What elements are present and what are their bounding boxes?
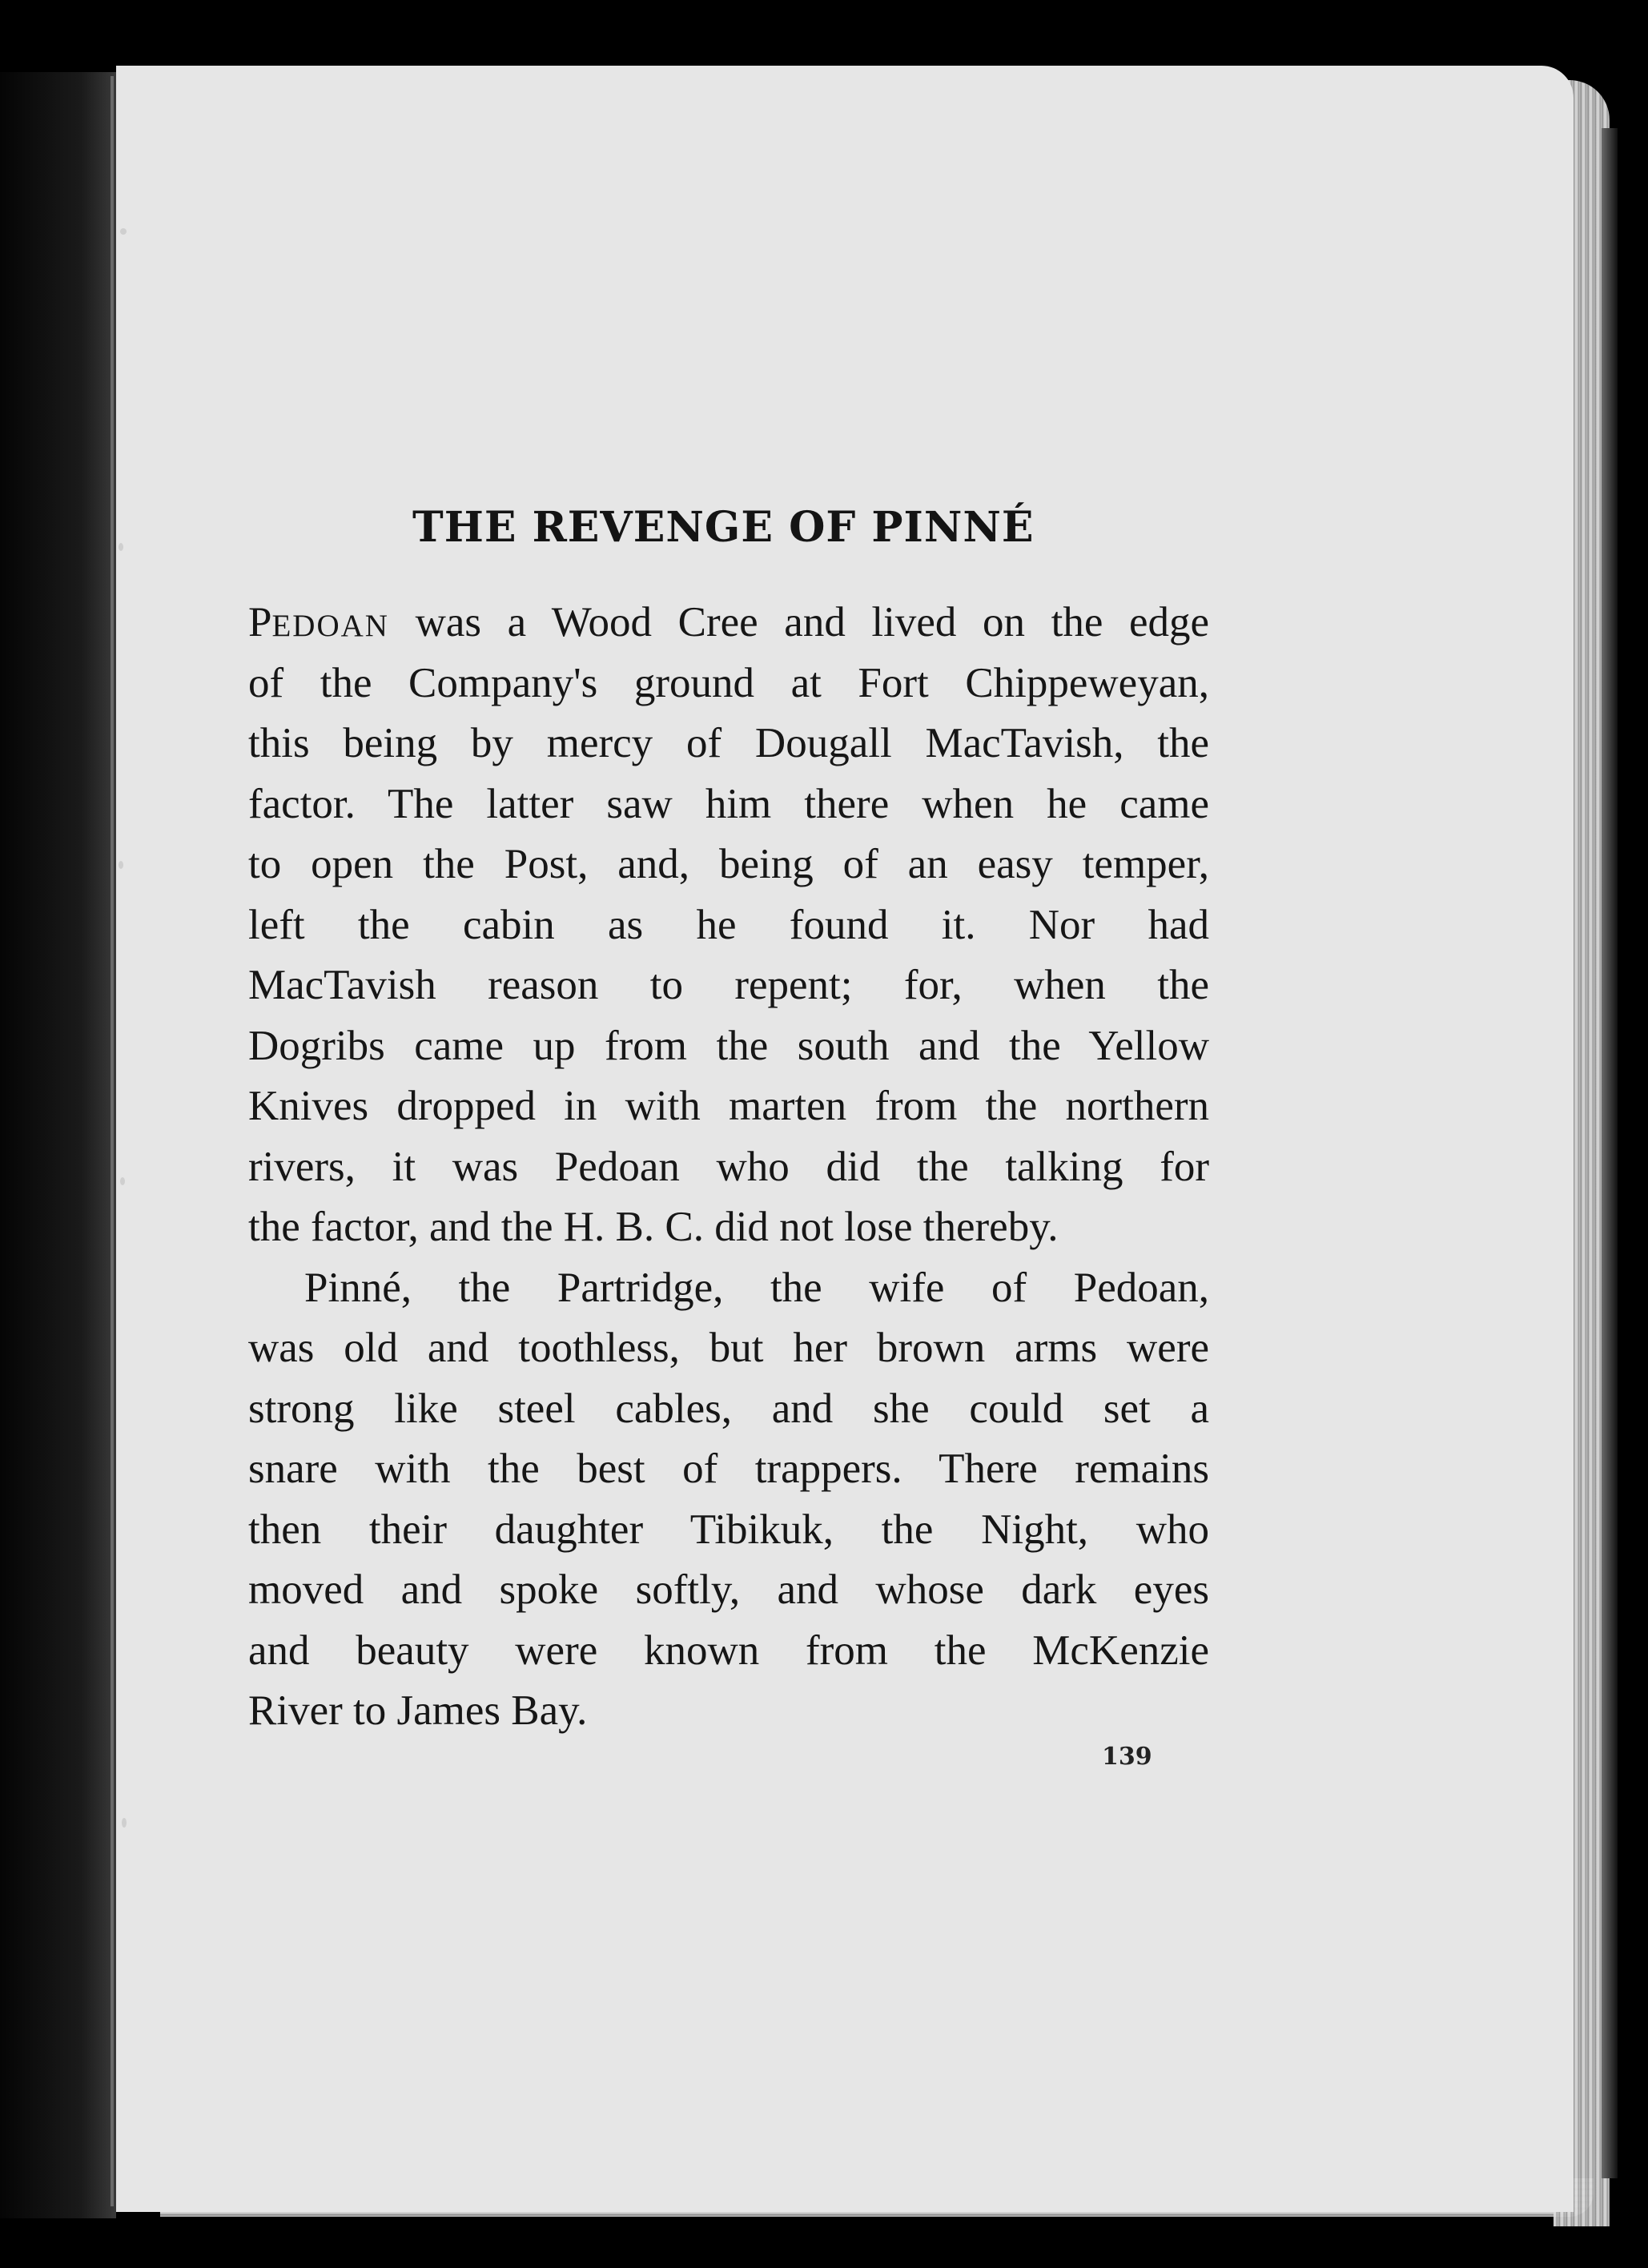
text-line: then their daughter Tibikuk, the Night, who — [248, 1506, 1209, 1553]
scan-speck — [119, 861, 123, 869]
body-text — [248, 593, 1209, 1742]
text-line: moved and spoke softly, and whose dark eyes — [248, 1566, 1209, 1613]
text-line: this being by mercy of Dougall MacTavish, the — [248, 720, 1209, 766]
scan-speck — [120, 228, 127, 235]
text-line: left the cabin as he found it. Nor had — [248, 901, 1209, 948]
text-line — [248, 593, 1209, 653]
fore-edge-shadow — [1602, 128, 1618, 2178]
scan-speck — [122, 1818, 127, 1828]
text-line: snare with the best of trappers. There remains — [248, 1446, 1209, 1492]
scan-speck — [119, 543, 123, 551]
text-line: to open the Post, and, being of an easy temper, — [248, 841, 1209, 887]
small-caps-rest: EDOAN — [271, 609, 389, 643]
text-line: factor. The latter saw him there when he came — [248, 780, 1209, 827]
text-line: MacTavish reason to repent; for, when the — [248, 962, 1209, 1008]
text-line: River to James Bay. — [248, 1687, 588, 1734]
text-line: of the Company's ground at Fort Chippeweyan, — [248, 659, 1209, 706]
first-line-rest: was a Wood Cree and lived on the edge — [415, 599, 1209, 645]
page-number: 139 — [1102, 1743, 1152, 1771]
text-line: Dogribs came up from the south and the Yellow — [248, 1022, 1209, 1069]
text-line: and beauty were known from the McKenzie — [248, 1627, 1209, 1674]
chapter-title: THE REVENGE OF PINNÉ — [412, 503, 1035, 552]
facing-page-edge — [0, 72, 116, 2218]
text-line: strong like steel cables, and she could set a — [248, 1385, 1209, 1432]
text-line: Knives dropped in with marten from the northern — [248, 1083, 1209, 1129]
text-line: was old and toothless, but her brown arms were — [248, 1325, 1209, 1371]
text-line: rivers, it was Pedoan who did the talking for — [248, 1143, 1209, 1190]
gutter-line — [111, 76, 114, 2206]
small-caps-initial: P — [248, 599, 272, 645]
text-line: the factor, and the H. B. C. did not lose thereby. — [248, 1204, 1059, 1250]
text-line: Pinné, the Partridge, the wife of Pedoan, — [304, 1264, 1209, 1311]
scan-speck — [120, 1177, 125, 1185]
